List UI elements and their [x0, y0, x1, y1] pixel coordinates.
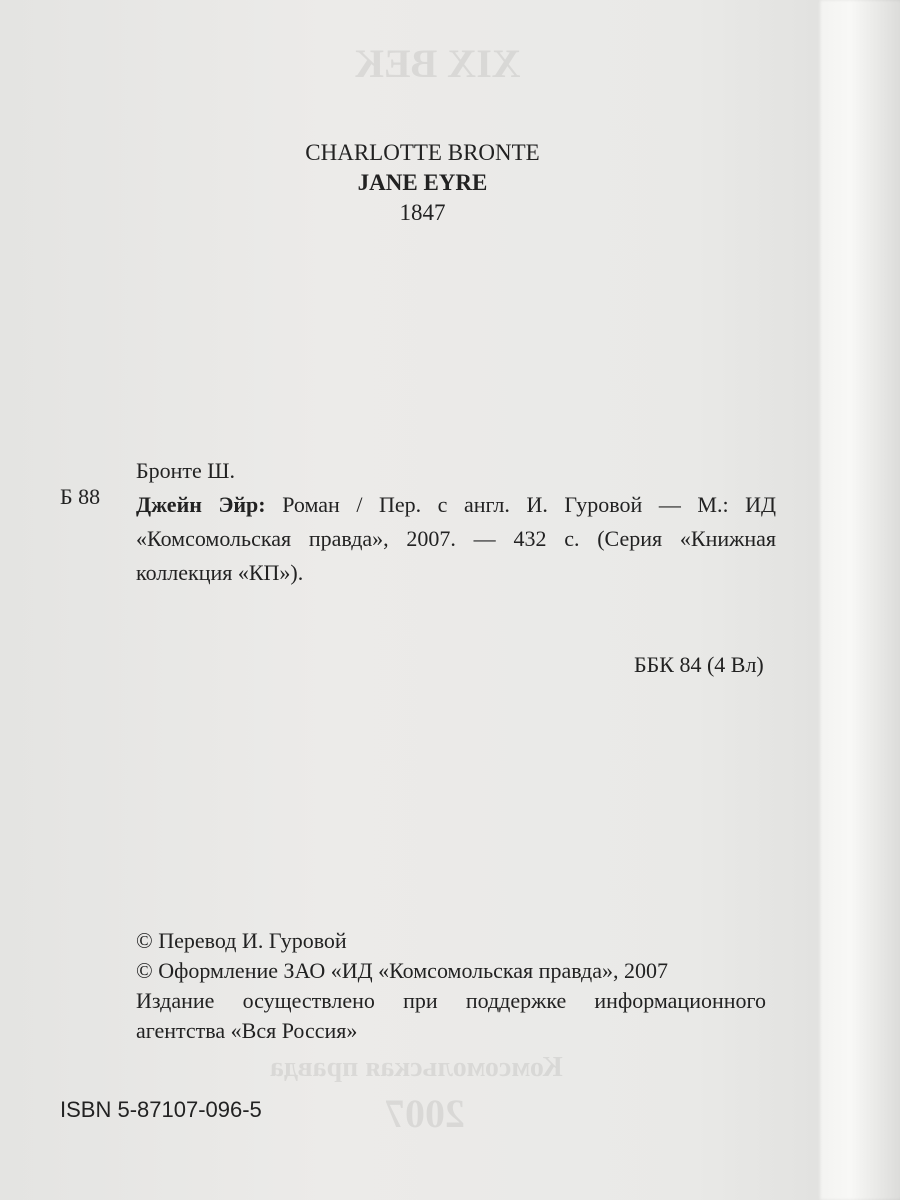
show-through-series: XIX ВЕК: [355, 41, 521, 86]
original-title-block: [280, 138, 565, 228]
copyright-design: © Оформление ЗАО «ИД «Комсомольская правда», 2007: [136, 958, 669, 983]
catalog-entry: [136, 454, 776, 590]
support-note-line-2: агентства «Вся Россия»: [136, 1018, 358, 1043]
adjacent-page-edge: [818, 0, 900, 1200]
copyright-block: [136, 926, 766, 1046]
copyright-translation: © Перевод И. Гуровой: [136, 928, 347, 953]
show-through-year: 2007: [385, 1091, 465, 1136]
catalog-line-1-rest: Роман / Пер. с англ. И. Гуровой — М.: ИД: [282, 492, 777, 517]
original-author: CHARLOTTE BRONTE: [305, 140, 540, 165]
catalog-line-2: «Комсомольская правда», 2007. — 432 с. (Серия «Книжная: [136, 526, 776, 551]
show-through-publisher: Комсомольская правда: [270, 1052, 563, 1083]
catalog-title: Джейн Эйр:: [136, 492, 266, 517]
original-title: JANE EYRE: [357, 170, 488, 195]
support-note-line-1: Издание осуществлено при поддержке информационного: [136, 988, 766, 1013]
isbn: ISBN 5-87107-096-5: [60, 1097, 262, 1122]
catalog-author: Бронте Ш.: [136, 458, 235, 483]
catalog-line-3: коллекция «КП»).: [136, 560, 304, 585]
catalog-code: Б 88: [60, 484, 101, 509]
bbk-code: ББК 84 (4 Вл): [634, 652, 764, 677]
catalog-line-1: [136, 488, 776, 522]
original-year: 1847: [399, 200, 446, 225]
